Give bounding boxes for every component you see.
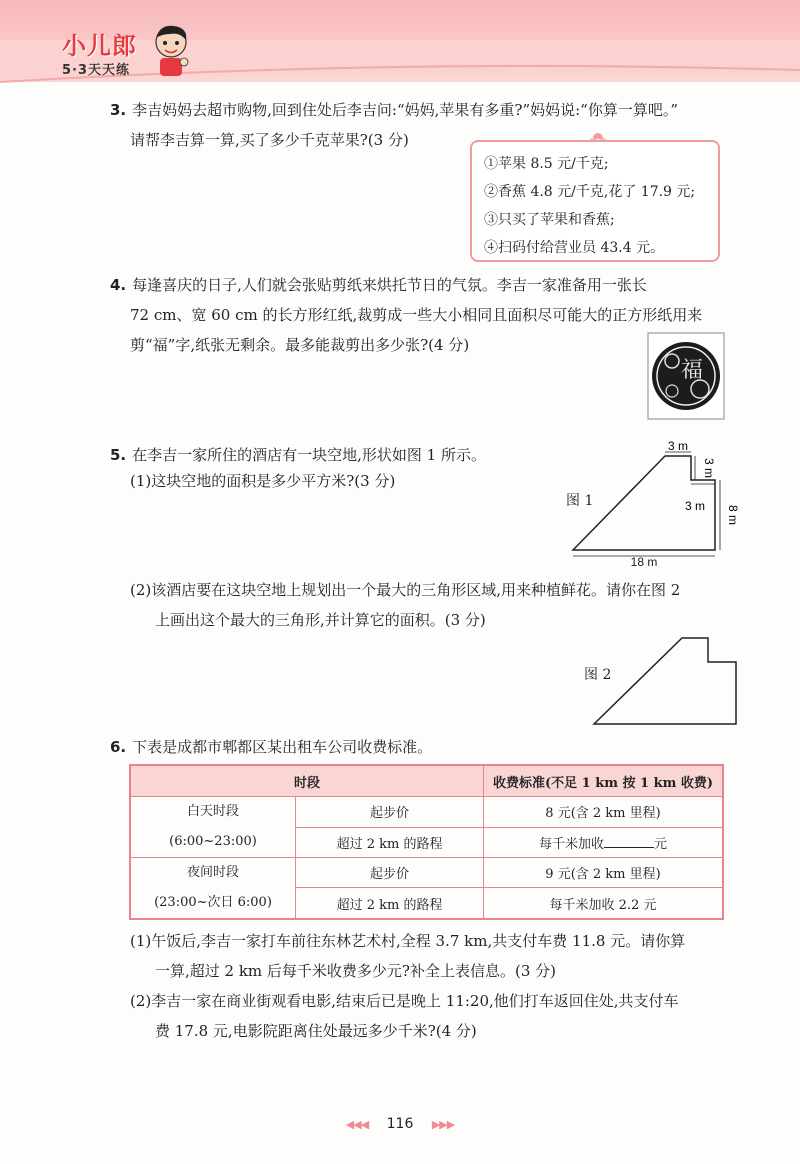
papercut-char: 福 [680, 358, 704, 383]
question-text: 每逢喜庆的日子,人们就会张贴剪纸来烘托节日的气氛。李吉一家准备用一张长 [132, 276, 647, 294]
day-start-label: 起步价 [296, 797, 484, 828]
question-5-sub2-line2: 上画出这个最大的三角形,并计算它的面积。(3 分) [155, 611, 486, 629]
question-4-line3: 剪“福”字,纸张无剩余。最多能裁剪出多少张?(4 分) [130, 336, 470, 354]
question-6-sub1-line1: (1)午饭后,李吉一家打车前往东林艺术村,全程 3.7 km,共支付车费 11.8 元。请你算 [130, 932, 686, 950]
header-period: 时段 [130, 765, 484, 797]
brand-name: 小儿郎 [62, 32, 137, 60]
hint-line: ③只买了苹果和香蕉; [484, 212, 615, 228]
day-period-cell [130, 797, 296, 858]
night-period-cell [130, 858, 296, 920]
page-footer [0, 1116, 800, 1132]
question-3 [110, 95, 678, 125]
night-start-fee: 9 元(含 2 km 里程) [484, 858, 723, 888]
hint-box [470, 140, 720, 262]
day-extra-fee [484, 827, 723, 858]
question-4-line2: 72 cm、宽 60 cm 的长方形红纸,裁剪成一些大小相同且面积尽可能大的正方形纸用来 [130, 306, 703, 324]
question-number: 6. [110, 738, 127, 756]
answer-blank[interactable] [604, 835, 654, 848]
dim-bottom: 18 m [630, 555, 658, 569]
question-number: 5. [110, 446, 127, 464]
night-start-label: 起步价 [296, 858, 484, 888]
question-3-line2: 请帮李吉算一算,买了多少千克苹果?(3 分) [130, 131, 409, 149]
dim-right: 8 m [726, 504, 740, 526]
day-label: 白天时段 [186, 804, 239, 819]
day-extra-suffix: 元 [654, 836, 668, 852]
question-number: 4. [110, 276, 127, 294]
question-5-sub1: (1)这块空地的面积是多少平方米?(3 分) [130, 472, 396, 490]
figure-2-label: 图 2 [584, 667, 612, 683]
question-text: 李吉妈妈去超市购物,回到住处后李吉问:“妈妈,苹果有多重?”妈妈说:“你算一算吧。” [132, 101, 679, 119]
day-start-fee: 8 元(含 2 km 里程) [484, 797, 723, 828]
table-row [130, 858, 723, 888]
figure-1-label: 图 1 [566, 493, 594, 509]
hint-line: ④扫码付给营业员 43.4 元。 [484, 240, 665, 256]
table-row [130, 797, 723, 828]
question-5-sub2-line1: (2)该酒店要在这块空地上规划出一个最大的三角形区域,用来种植鲜花。请你在图 2 [130, 581, 681, 599]
papercut-image [648, 333, 724, 419]
prev-arrows-icon: ◀◀◀ [345, 1118, 369, 1131]
night-over-label: 超过 2 km 的路程 [296, 888, 484, 919]
brand-logo [62, 26, 137, 78]
hint-line: ①苹果 8.5 元/千克; [484, 156, 609, 172]
night-time: (23:00~次日 6:00) [154, 895, 272, 910]
question-number: 3. [110, 101, 127, 119]
mascot-icon [150, 22, 192, 78]
dim-step-horizontal: 3 m [685, 499, 706, 513]
page-number: 116 [386, 1116, 414, 1132]
question-text: 在李吉一家所住的酒店有一块空地,形状如图 1 所示。 [132, 446, 486, 464]
question-6-sub2-line1: (2)李吉一家在商业街观看电影,结束后已是晚上 11:20,他们打车返回住处,共支付车 [130, 992, 679, 1010]
night-label: 夜间时段 [186, 865, 239, 880]
brand-sub: 5·3天天练 [62, 63, 131, 78]
figure-2 [590, 632, 740, 728]
question-6 [110, 732, 432, 762]
question-text: 下表是成都市郫都区某出租车公司收费标准。 [132, 738, 433, 756]
fare-table [129, 764, 724, 920]
dim-top: 3 m [667, 439, 689, 453]
dim-step-vertical: 3 m [702, 457, 716, 479]
day-over-label: 超过 2 km 的路程 [296, 827, 484, 858]
day-extra-prefix: 每千米加收 [539, 836, 605, 852]
day-time: (6:00~23:00) [169, 834, 257, 849]
night-extra-fee: 每千米加收 2.2 元 [484, 888, 723, 919]
table-header-row [130, 765, 723, 797]
hint-line: ②香蕉 4.8 元/千克,花了 17.9 元; [484, 184, 696, 200]
header-fee: 收费标准(不足 1 km 按 1 km 收费) [484, 765, 723, 797]
question-6-sub2-line2: 费 17.8 元,电影院距离住处最远多少千米?(4 分) [155, 1022, 477, 1040]
question-6-sub1-line2: 一算,超过 2 km 后每千米收费多少元?补全上表信息。(3 分) [155, 962, 556, 980]
next-arrows-icon: ▶▶▶ [431, 1118, 455, 1131]
question-4 [110, 270, 647, 300]
